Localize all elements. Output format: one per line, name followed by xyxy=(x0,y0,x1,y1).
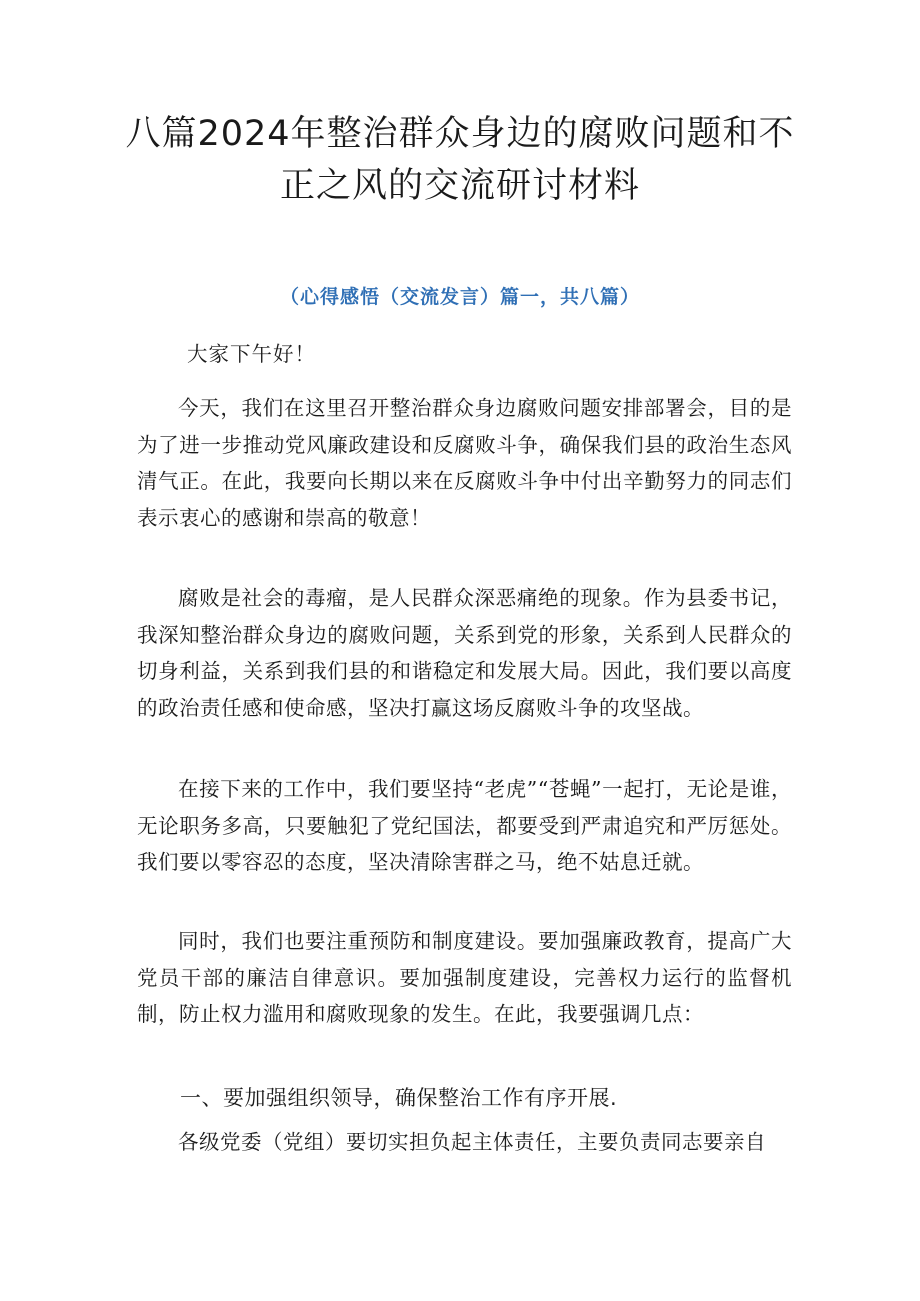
paragraph-4: 同时，我们也要注重预防和制度建设。要加强廉政教育，提高广大党员干部的廉洁自律意识。要加强制度建设，完善权力运行的监督机制，防止权力滥用和腐败现象的发生。在此，我要强调几点： xyxy=(137,929,792,1026)
document-subtitle: （心得感悟（交流发言）篇一，共八篇） xyxy=(279,286,640,308)
section-heading-1: 一、要加强组织领导，确保整治工作有序开展. xyxy=(180,1086,618,1110)
paragraph-3: 在接下来的工作中，我们要坚持“老虎”“苍蝇”一起打，无论是谁，无论职务多高，只要触犯了党纪国法，都要受到严肃追究和严厉惩处。我们要以零容忍的态度，坚决清除害群之马，绝不姑息迁就。 xyxy=(137,777,792,874)
paragraph-5: 各级党委（党组）要切实担负起主体责任，主要负责同志要亲自 xyxy=(178,1130,766,1154)
paragraph-1: 今天，我们在这里召开整治群众身边腐败问题安排部署会，目的是为了进一步推动党风廉政建设和反腐败斗争，确保我们县的政治生态风清气正。在此，我要向长期以来在反腐败斗争中付出辛勤努力的同志们表示衷心的感谢和崇高的敬意！ xyxy=(137,396,792,530)
greeting: 大家下午好！ xyxy=(187,342,316,366)
paragraph-2: 腐败是社会的毒瘤，是人民群众深恶痛绝的现象。作为县委书记，我深知整治群众身边的腐败问题，关系到党的形象，关系到人民群众的切身利益，关系到我们县的和谐稳定和发展大局。因此，我们要以高度的政治责任感和使命感，坚决打赢这场反腐败斗争的攻坚战。 xyxy=(137,586,792,720)
document-title: 八篇2024年整治群众身边的腐败问题和不正之风的交流研讨材料 xyxy=(125,114,795,206)
